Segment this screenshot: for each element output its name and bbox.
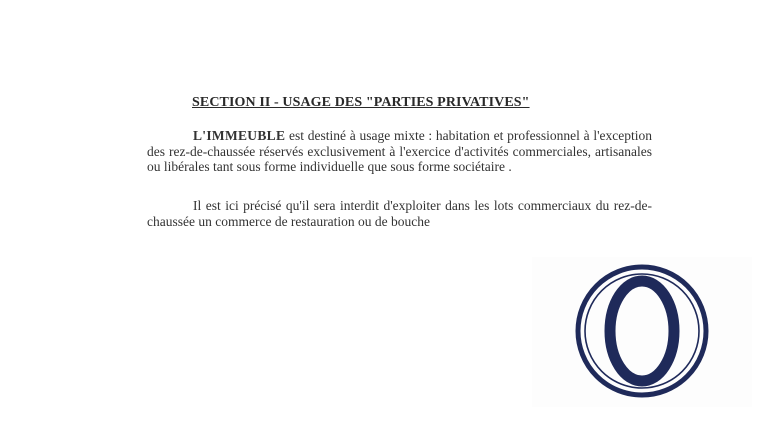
letter-o-logo-icon [574, 263, 710, 399]
paragraph-restriction [147, 198, 652, 229]
paragraph-usage-text: est destiné à usage mixte : habitation et professionnel à l'exception des rez-de-chaussée réservés exclusivement à l'exercice d'activités commerciales, artisanales ou libérales tant sous forme individuelle que sous forme sociétaire . [147, 128, 652, 174]
paragraph-restriction-text: Il est ici précisé qu'il sera interdit d'exploiter dans les lots commerciaux du rez-de-chaussée un commerce de restauration ou de bouche [147, 198, 652, 229]
section-title: SECTION II - USAGE DES "PARTIES PRIVATIVES" [192, 95, 530, 110]
immeuble-emphasis: L'IMMEUBLE [193, 128, 286, 143]
paragraph-usage [147, 128, 652, 175]
